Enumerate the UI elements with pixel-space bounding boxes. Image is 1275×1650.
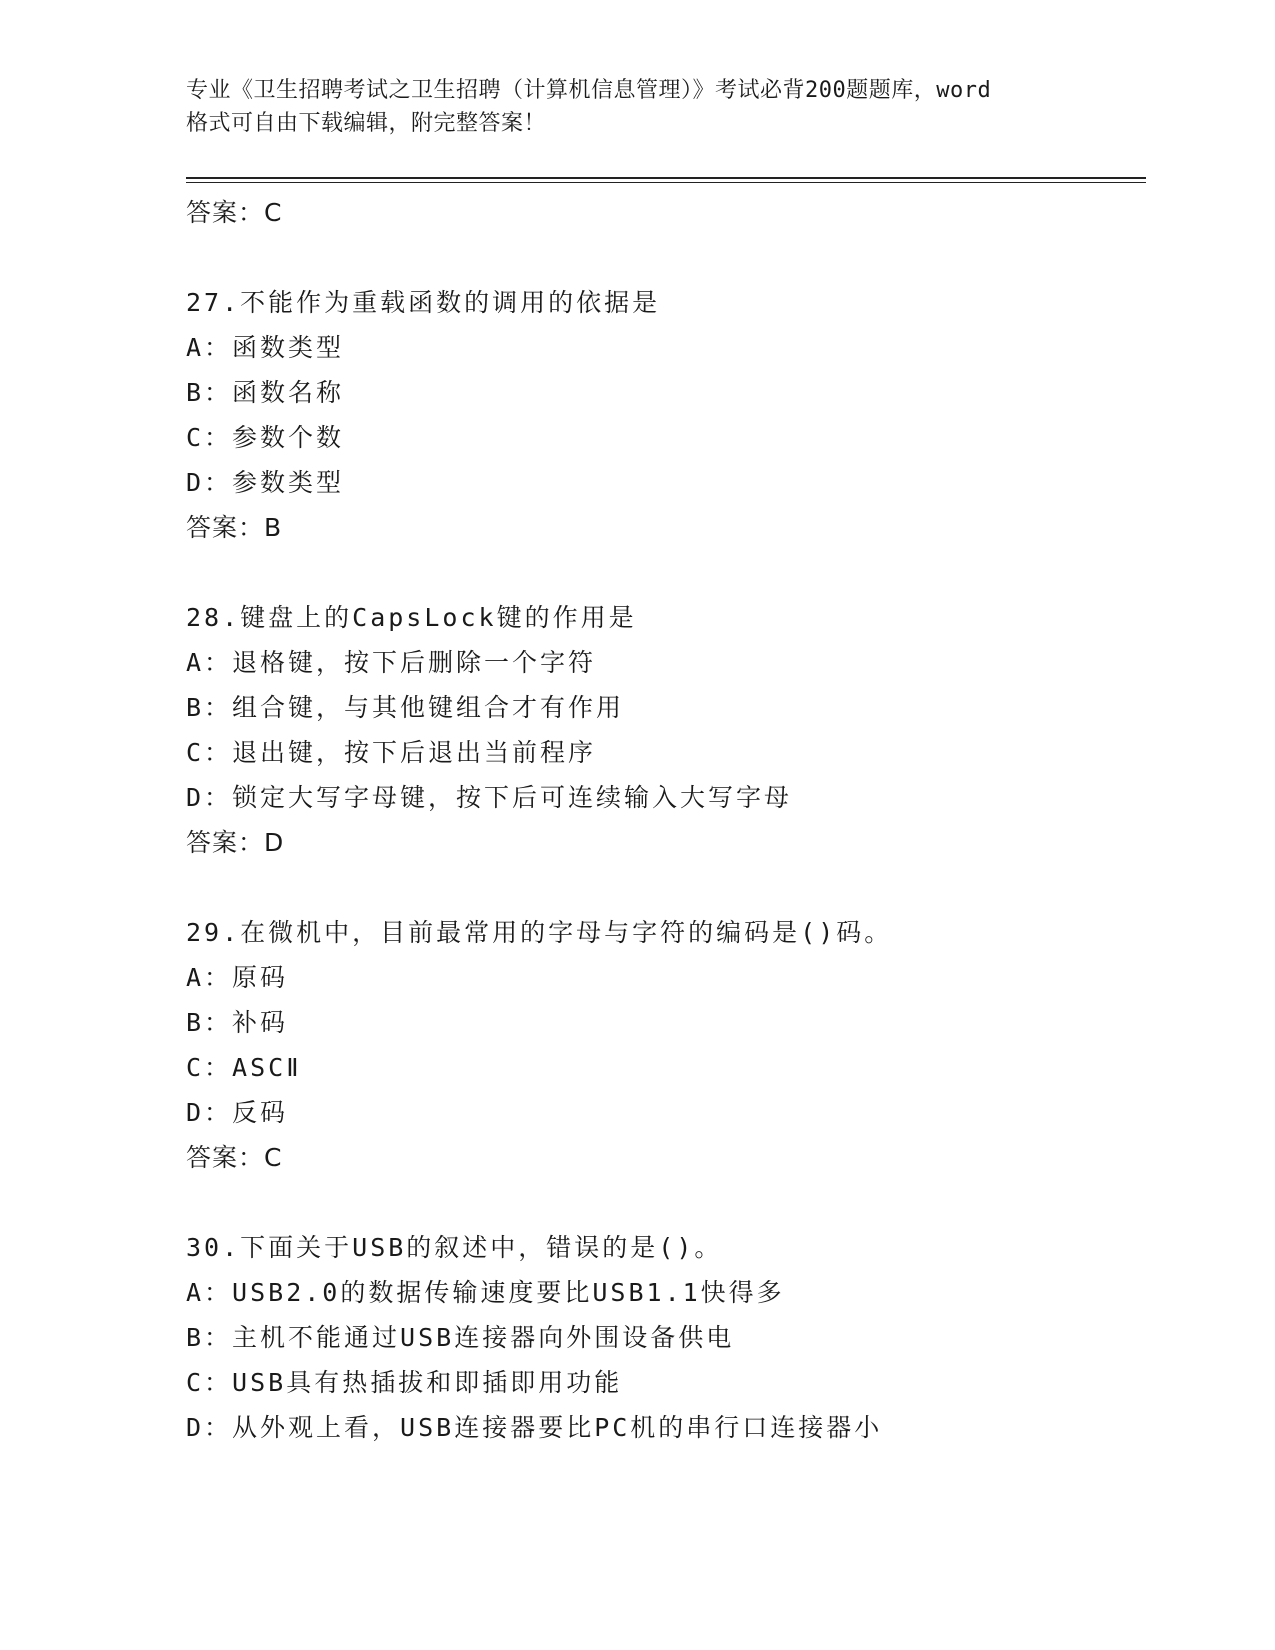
answer-line: 答案：D <box>186 828 285 857</box>
answer-line: 答案：C <box>186 1143 283 1172</box>
question-stem: 27.不能作为重载函数的调用的依据是 <box>186 288 661 317</box>
option-d: D：从外观上看，USB连接器要比PC机的串行口连接器小 <box>186 1413 883 1442</box>
option-a: A：函数类型 <box>186 333 345 362</box>
option-b: B：函数名称 <box>186 378 345 407</box>
question-stem: 30.下面关于USB的叙述中，错误的是()。 <box>186 1233 723 1262</box>
document-header <box>186 74 1086 140</box>
spacer <box>186 865 1146 910</box>
question-stem: 29.在微机中，目前最常用的字母与字符的编码是()码。 <box>186 918 893 947</box>
option-b: B：组合键，与其他键组合才有作用 <box>186 693 625 722</box>
header-line-1: 专业《卫生招聘考试之卫生招聘（计算机信息管理）》考试必背200题题库，word <box>186 78 992 103</box>
option-d: D：参数类型 <box>186 468 345 497</box>
spacer <box>186 235 1146 280</box>
question-stem: 28.键盘上的CapsLock键的作用是 <box>186 603 637 632</box>
option-a: A：原码 <box>186 963 289 992</box>
header-line-2: 格式可自由下载编辑，附完整答案！ <box>186 111 547 136</box>
option-d: D：锁定大写字母键，按下后可连续输入大写字母 <box>186 783 793 812</box>
option-a: A：USB2.0的数据传输速度要比USB1.1快得多 <box>186 1278 785 1307</box>
option-b: B：主机不能通过USB连接器向外围设备供电 <box>186 1323 735 1352</box>
answer-line: 答案：C <box>186 198 283 227</box>
question-block <box>186 280 1146 550</box>
option-a: A：退格键，按下后删除一个字符 <box>186 648 597 677</box>
option-d: D：反码 <box>186 1098 289 1127</box>
question-block <box>186 1225 1146 1450</box>
header-rule-thick <box>186 177 1146 179</box>
spacer <box>186 550 1146 595</box>
answer-line: 答案：B <box>186 513 283 542</box>
option-b: B：补码 <box>186 1008 289 1037</box>
question-block <box>186 595 1146 865</box>
option-c: C：退出键，按下后退出当前程序 <box>186 738 597 767</box>
question-block <box>186 910 1146 1180</box>
option-c: C：ASCⅡ <box>186 1053 302 1082</box>
option-c: C：USB具有热插拔和即插即用功能 <box>186 1368 623 1397</box>
option-c: C：参数个数 <box>186 423 345 452</box>
question-content <box>186 190 1146 1450</box>
header-rule-thin <box>186 182 1146 183</box>
spacer <box>186 1180 1146 1225</box>
